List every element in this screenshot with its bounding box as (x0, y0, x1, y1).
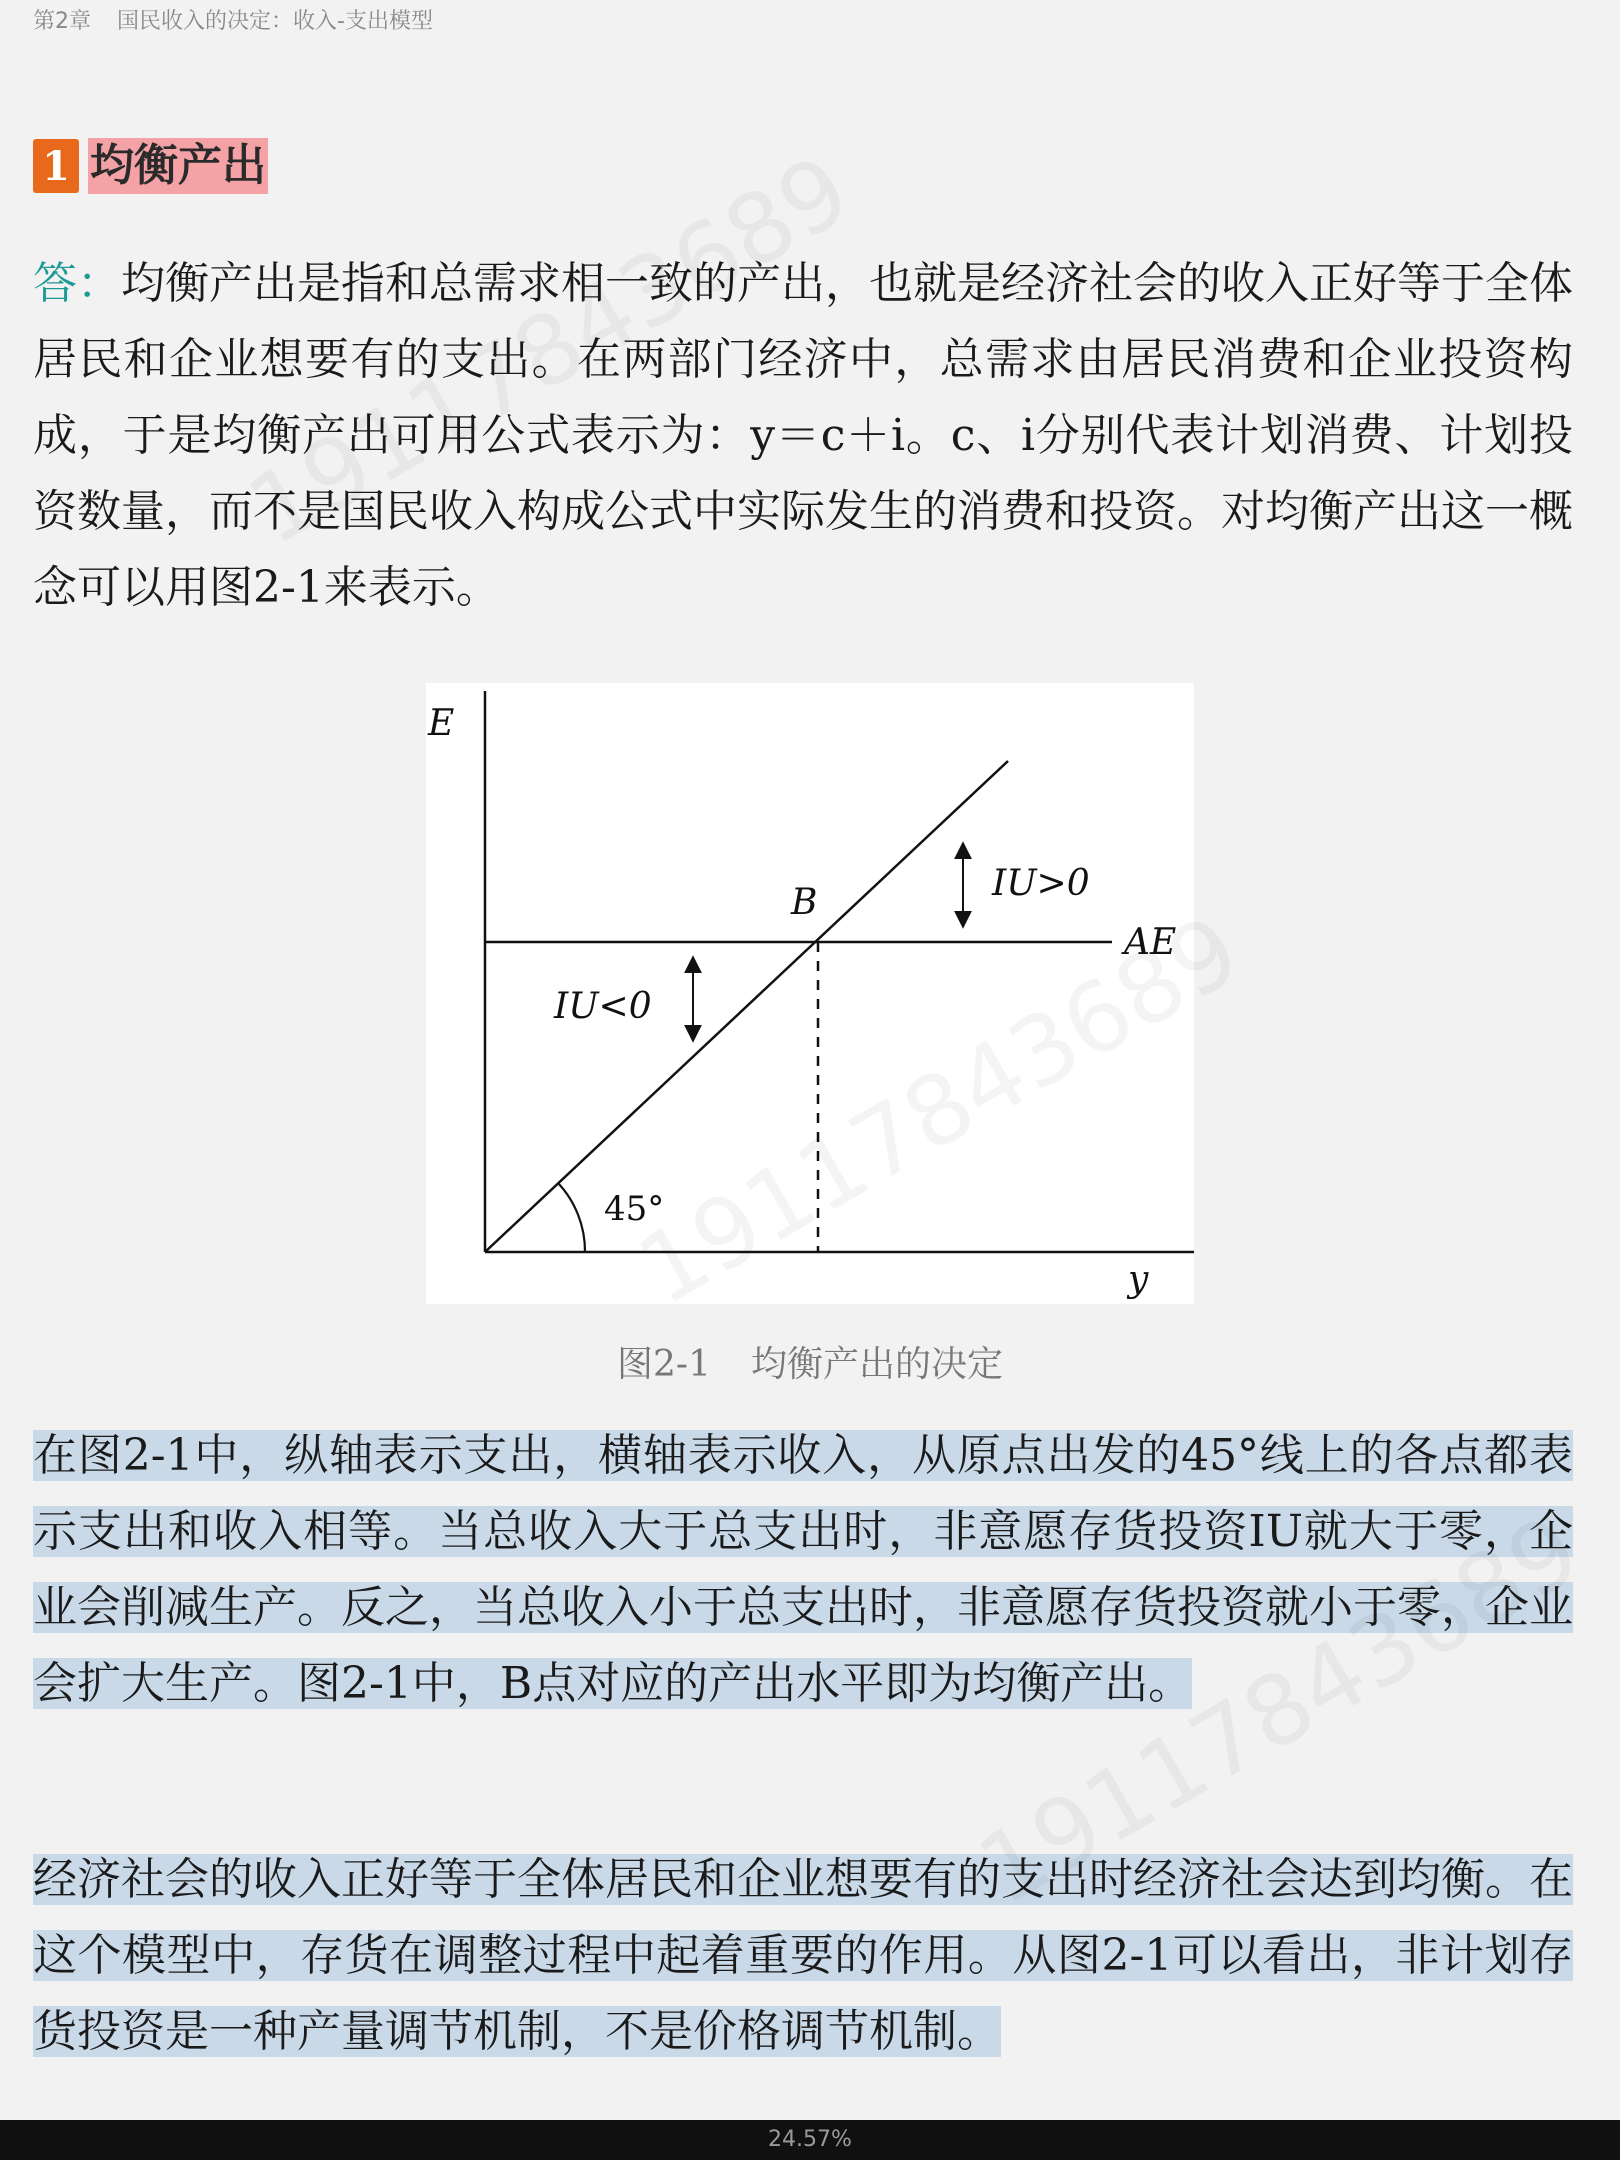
angle-label: 45° (604, 1189, 665, 1229)
section-title[interactable]: 均衡产出 (88, 138, 268, 194)
answer-label: 答： (33, 258, 121, 309)
highlighted-text: 在图2-1中，纵轴表示支出，横轴表示收入，从原点出发的45°线上的各点都表示支出和收入相等。当总收入大于总支出时，非意愿存货投资IU就大于零，企业会削减生产。反之，当总收入小于总支出时，非意愿存货投资就小于零，企业会扩大生产。图2-1中，B点对应的产出水平即为均衡产出。 (33, 1430, 1573, 1709)
ae-label: AE (1124, 922, 1177, 963)
chapter-title: 国民收入的决定：收入-支出模型 (117, 9, 433, 34)
y-axis-label: E (428, 703, 455, 744)
point-b-label: B (791, 882, 818, 923)
body-paragraph[interactable] (33, 1418, 1573, 1722)
answer-text: 均衡产出是指和总需求相一致的产出，也就是经济社会的收入正好等于全体居民和企业想要有的支出。在两部门经济中，总需求由居民消费和企业投资构成，于是均衡产出可用公式表示为：y＝c＋i。c、i分别代表计划消费、计划投资数量，而不是国民收入构成公式中实际发生的消费和投资。对均衡产出这一概念可以用图2-1来表示。 (33, 258, 1573, 613)
body-paragraph[interactable] (33, 1842, 1573, 2070)
section-number-badge: 1 (33, 139, 79, 193)
iu-negative-label: IU<0 (554, 986, 652, 1027)
running-header (33, 4, 433, 35)
equilibrium-output-diagram (426, 683, 1194, 1304)
figure-caption (0, 1336, 1620, 1387)
reading-progress-bar (0, 2120, 1620, 2160)
answer-paragraph[interactable] (33, 246, 1573, 626)
angle-arc (558, 1183, 585, 1252)
figure-caption-text: 均衡产出的决定 (750, 1344, 1003, 1385)
iu-positive-label: IU>0 (992, 863, 1090, 904)
figure-caption-number: 图2-1 (617, 1344, 711, 1385)
chapter-number: 第2章 (33, 9, 91, 34)
x-axis-label: y (1128, 1259, 1149, 1300)
highlighted-text: 经济社会的收入正好等于全体居民和企业想要有的支出时经济社会达到均衡。在这个模型中，存货在调整过程中起着重要的作用。从图2-1可以看出，非计划存货投资是一种产量调节机制，不是价格调节机制。 (33, 1854, 1573, 2057)
section-heading (33, 138, 268, 194)
figure-2-1 (426, 683, 1194, 1304)
reading-progress-percent: 24.57% (768, 2127, 852, 2152)
